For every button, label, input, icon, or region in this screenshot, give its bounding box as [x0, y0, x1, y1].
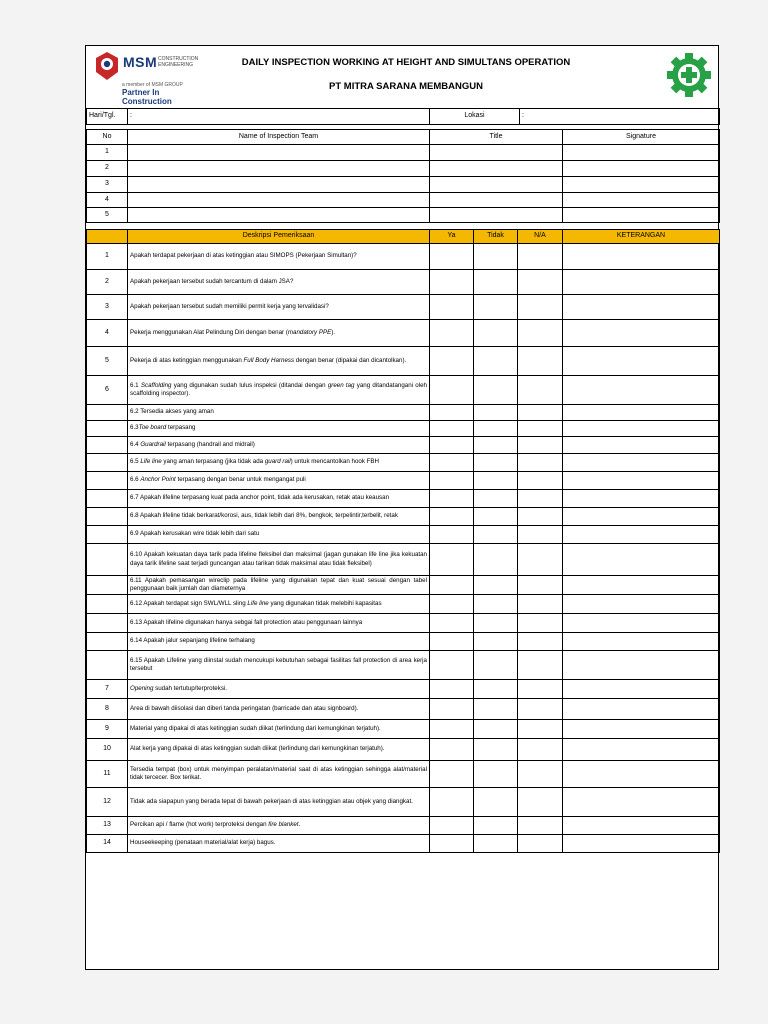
item-description: Houseekeeping (penataan material/alat kerja) bagus. [128, 835, 430, 853]
check-tidak-cell[interactable] [474, 244, 518, 270]
team-row [87, 161, 720, 177]
team-row [87, 208, 720, 223]
item-number: 8 [87, 699, 128, 720]
item-description: 6.1 Scaffolding yang digunakan sudah lulus inspeksi (ditandai dengan green tag yang ditandatangani oleh scaffolding inspector). [128, 376, 430, 405]
check-tidak-cell[interactable] [474, 835, 518, 853]
check-ya-cell[interactable] [430, 576, 474, 595]
item-description: 6.4 Guardrail terpasang (handrail and midrail) [128, 437, 430, 454]
item-number [87, 544, 128, 576]
check-na-cell[interactable] [518, 508, 563, 526]
check-na-cell[interactable] [518, 405, 563, 421]
item-description: 6.8 Apakah lifeline tidak berkarat/korosi, aus, tidak lebih dari 8%, bengkok, terpelintir,terbelit, retak [128, 508, 430, 526]
checklist-row [87, 720, 720, 739]
check-tidak-cell[interactable] [474, 680, 518, 699]
check-tidak-cell[interactable] [474, 421, 518, 437]
inspection-form [85, 45, 719, 970]
team-col-name: Name of Inspection Team [128, 130, 430, 145]
keterangan-cell[interactable] [563, 526, 720, 544]
team-header-row [87, 130, 720, 145]
checklist-row [87, 508, 720, 526]
logo-subtitle: CONSTRUCTION ENGINEERING [158, 56, 199, 68]
item-number: 4 [87, 320, 128, 347]
check-tidak-cell[interactable] [474, 490, 518, 508]
keterangan-cell[interactable] [563, 295, 720, 320]
checklist-row [87, 633, 720, 651]
item-number [87, 405, 128, 421]
item-number [87, 576, 128, 595]
checklist-row [87, 544, 720, 576]
check-na-cell[interactable] [518, 817, 563, 835]
team-row [87, 193, 720, 208]
item-description: 6.12 Apakah terdapat sign SWL/WLL sling Life line yang digunakan tidak melebihi kapasitas [128, 595, 430, 614]
check-ya-cell[interactable] [430, 835, 474, 853]
checklist-row [87, 614, 720, 633]
item-description: Percikan api / flame (hot work) terproteksi dengan fire blanket. [128, 817, 430, 835]
item-number: 3 [87, 295, 128, 320]
keterangan-cell[interactable] [563, 739, 720, 761]
check-ya-cell[interactable] [430, 595, 474, 614]
checklist-row [87, 437, 720, 454]
check-ya-cell[interactable] [430, 244, 474, 270]
team-col-signature: Signature [563, 130, 720, 145]
item-description: Material yang dipakai di atas ketinggian sudah diikat (terlindung dari kemungkinan terjatuh). [128, 720, 430, 739]
check-na-cell[interactable] [518, 633, 563, 651]
check-ya-cell[interactable] [430, 761, 474, 788]
item-number: 11 [87, 761, 128, 788]
check-na-cell[interactable] [518, 835, 563, 853]
checklist-row [87, 347, 720, 376]
checklist-row [87, 595, 720, 614]
checklist-table [86, 229, 720, 853]
check-ya-cell[interactable] [430, 508, 474, 526]
keterangan-cell[interactable] [563, 320, 720, 347]
keterangan-cell[interactable] [563, 544, 720, 576]
keterangan-cell[interactable] [563, 472, 720, 490]
check-na-cell[interactable] [518, 544, 563, 576]
check-tidak-cell[interactable] [474, 454, 518, 472]
check-tidak-cell[interactable] [474, 347, 518, 376]
checklist-row [87, 454, 720, 472]
team-title-cell[interactable] [430, 208, 563, 223]
check-tidak-cell[interactable] [474, 651, 518, 680]
check-tidak-cell[interactable] [474, 544, 518, 576]
item-number [87, 454, 128, 472]
keterangan-cell[interactable] [563, 761, 720, 788]
keterangan-cell[interactable] [563, 817, 720, 835]
col-keterangan: KETERANGAN [563, 230, 720, 244]
keterangan-cell[interactable] [563, 454, 720, 472]
checklist-row [87, 835, 720, 853]
check-tidak-cell[interactable] [474, 405, 518, 421]
item-description: 6.7 Apakah lifeline terpasang kuat pada anchor point, tidak ada kerusakan, retak atau keausan [128, 490, 430, 508]
check-ya-cell[interactable] [430, 817, 474, 835]
check-tidak-cell[interactable] [474, 720, 518, 739]
check-na-cell[interactable] [518, 651, 563, 680]
logo-tagline: a member of MSM GROUP [122, 82, 183, 88]
check-tidak-cell[interactable] [474, 595, 518, 614]
team-row-no: 2 [87, 161, 128, 177]
item-number [87, 595, 128, 614]
item-number: 7 [87, 680, 128, 699]
checklist-row [87, 761, 720, 788]
keterangan-cell[interactable] [563, 347, 720, 376]
item-description: 6.5 Life line yang aman terpasang (jika tidak ada guard rail) untuk mencantolkan hook FBH [128, 454, 430, 472]
team-title-cell[interactable] [430, 193, 563, 208]
item-description: Opening sudah tertutup/terproteksi. [128, 680, 430, 699]
check-ya-cell[interactable] [430, 544, 474, 576]
check-tidak-cell[interactable] [474, 761, 518, 788]
safety-gear-icon [664, 50, 714, 100]
col-desc: Deskripsi Pemeriksaan [128, 230, 430, 244]
company-name: PT MITRA SARANA MEMBANGUN [329, 81, 483, 92]
check-tidak-cell[interactable] [474, 472, 518, 490]
check-na-cell[interactable] [518, 421, 563, 437]
check-ya-cell[interactable] [430, 788, 474, 817]
keterangan-cell[interactable] [563, 788, 720, 817]
team-signature-cell[interactable] [563, 161, 720, 177]
check-tidak-cell[interactable] [474, 270, 518, 295]
check-ya-cell[interactable] [430, 347, 474, 376]
checklist-row [87, 680, 720, 699]
item-number [87, 526, 128, 544]
company-logo [94, 52, 204, 106]
check-tidak-cell[interactable] [474, 295, 518, 320]
item-number: 9 [87, 720, 128, 739]
item-number [87, 421, 128, 437]
checklist-body [87, 244, 720, 853]
date-field[interactable]: : [128, 109, 430, 125]
col-na: N/A [518, 230, 563, 244]
check-ya-cell[interactable] [430, 720, 474, 739]
checklist-row [87, 576, 720, 595]
item-description: 6.13 Apakah lifeline digunakan hanya sebgai fall protection atau penggunaan lainnya [128, 614, 430, 633]
item-number: 10 [87, 739, 128, 761]
team-signature-cell[interactable] [563, 193, 720, 208]
item-description: Tersedia tempat (box) untuk menyimpan peralatan/material saat di atas ketinggian sehingga alat/material tidak tercecer. Box terikat. [128, 761, 430, 788]
check-tidak-cell[interactable] [474, 817, 518, 835]
checklist-row [87, 526, 720, 544]
checklist-row [87, 739, 720, 761]
team-name-cell[interactable] [128, 177, 430, 193]
item-description: Alat kerja yang dipakai di atas ketinggian sudah diikat (terlindung dari kemungkinan terjatuh). [128, 739, 430, 761]
check-ya-cell[interactable] [430, 437, 474, 454]
location-field[interactable]: : [520, 109, 720, 125]
item-number: 1 [87, 244, 128, 270]
checklist-row [87, 490, 720, 508]
item-number [87, 651, 128, 680]
team-col-title: Title [430, 130, 563, 145]
check-na-cell[interactable] [518, 680, 563, 699]
checklist-row [87, 295, 720, 320]
keterangan-cell[interactable] [563, 595, 720, 614]
item-number [87, 437, 128, 454]
check-na-cell[interactable] [518, 347, 563, 376]
check-ya-cell[interactable] [430, 421, 474, 437]
keterangan-cell[interactable] [563, 508, 720, 526]
keterangan-cell[interactable] [563, 576, 720, 595]
msm-logo-icon [94, 52, 120, 80]
team-name-cell[interactable] [128, 193, 430, 208]
item-description: Pekerja di atas ketinggian menggunakan Full Body Harness dengan benar (dipakai dan dicantolkan). [128, 347, 430, 376]
item-description: 6.10 Apakah kekuatan daya tarik pada lifeline fleksibel dan maksimal (jagan gunakan life line jika kekuatan daya tarik lifeline saat terjadi guncangan atau tarikan tidak maksimal atau tidak fleksibel) [128, 544, 430, 576]
col-tidak: Tidak [474, 230, 518, 244]
check-na-cell[interactable] [518, 454, 563, 472]
item-description: 6.3Toe board terpasang [128, 421, 430, 437]
item-description: Tidak ada siapapun yang berada tepat di bawah pekerjaan di atas ketinggian atau objek yang diangkat. [128, 788, 430, 817]
team-title-cell[interactable] [430, 177, 563, 193]
check-ya-cell[interactable] [430, 526, 474, 544]
check-ya-cell[interactable] [430, 295, 474, 320]
checklist-row [87, 405, 720, 421]
check-na-cell[interactable] [518, 699, 563, 720]
checklist-row [87, 699, 720, 720]
check-tidak-cell[interactable] [474, 576, 518, 595]
checklist-row [87, 376, 720, 405]
check-ya-cell[interactable] [430, 472, 474, 490]
item-number: 6 [87, 376, 128, 405]
keterangan-cell[interactable] [563, 720, 720, 739]
team-row-no: 1 [87, 145, 128, 161]
check-na-cell[interactable] [518, 244, 563, 270]
item-number [87, 614, 128, 633]
check-ya-cell[interactable] [430, 270, 474, 295]
team-row-no: 3 [87, 177, 128, 193]
check-na-cell[interactable] [518, 320, 563, 347]
keterangan-cell[interactable] [563, 244, 720, 270]
checklist-row [87, 472, 720, 490]
team-name-cell[interactable] [128, 161, 430, 177]
check-tidak-cell[interactable] [474, 437, 518, 454]
keterangan-cell[interactable] [563, 651, 720, 680]
item-description: 6.15 Apakah Lifeline yang diinstal sudah mencukupi kebutuhan sebagai fasilitas fall protection di area kerja tersebut [128, 651, 430, 680]
form-title: DAILY INSPECTION WORKING AT HEIGHT AND SIMULTANS OPERATION [241, 57, 571, 68]
date-label: Hari/Tgl. [87, 109, 128, 125]
item-number: 5 [87, 347, 128, 376]
team-title-cell[interactable] [430, 161, 563, 177]
team-name-cell[interactable] [128, 208, 430, 223]
keterangan-cell[interactable] [563, 490, 720, 508]
item-description: Apakah terdapat pekerjaan di atas ketinggian atau SIMOPS (Pekerjaan Simultan)? [128, 244, 430, 270]
item-description: Area di bawah diisolasi dan diberi tanda peringatan (barricade dan atau signboard). [128, 699, 430, 720]
item-description: 6.14 Apakah jalur sepanjang lifeline terhalang [128, 633, 430, 651]
item-number: 12 [87, 788, 128, 817]
check-na-cell[interactable] [518, 761, 563, 788]
item-number: 13 [87, 817, 128, 835]
check-tidak-cell[interactable] [474, 788, 518, 817]
info-table [86, 108, 720, 125]
keterangan-cell[interactable] [563, 376, 720, 405]
item-description: Apakah pekerjaan tersebut sudah tercantum di dalam JSA? [128, 270, 430, 295]
check-na-cell[interactable] [518, 739, 563, 761]
team-row [87, 145, 720, 161]
check-tidak-cell[interactable] [474, 320, 518, 347]
keterangan-cell[interactable] [563, 614, 720, 633]
check-na-cell[interactable] [518, 720, 563, 739]
check-na-cell[interactable] [518, 788, 563, 817]
location-label: Lokasi [430, 109, 520, 125]
checklist-header-row [87, 230, 720, 244]
check-ya-cell[interactable] [430, 454, 474, 472]
check-na-cell[interactable] [518, 490, 563, 508]
keterangan-cell[interactable] [563, 699, 720, 720]
team-title-cell[interactable] [430, 145, 563, 161]
team-name-cell[interactable] [128, 145, 430, 161]
check-na-cell[interactable] [518, 614, 563, 633]
checklist-row [87, 244, 720, 270]
check-na-cell[interactable] [518, 595, 563, 614]
check-ya-cell[interactable] [430, 320, 474, 347]
keterangan-cell[interactable] [563, 680, 720, 699]
checklist-row [87, 651, 720, 680]
check-tidak-cell[interactable] [474, 739, 518, 761]
keterangan-cell[interactable] [563, 270, 720, 295]
item-description: 6.9 Apakah kerusakan wire tidak lebih dari satu [128, 526, 430, 544]
team-signature-cell[interactable] [563, 145, 720, 161]
checklist-row [87, 421, 720, 437]
col-ya: Ya [430, 230, 474, 244]
check-tidak-cell[interactable] [474, 526, 518, 544]
team-row [87, 177, 720, 193]
team-table [86, 129, 720, 223]
item-number [87, 633, 128, 651]
team-signature-cell[interactable] [563, 208, 720, 223]
check-tidak-cell[interactable] [474, 614, 518, 633]
check-na-cell[interactable] [518, 526, 563, 544]
form-header [86, 46, 718, 109]
item-number [87, 508, 128, 526]
team-signature-cell[interactable] [563, 177, 720, 193]
check-na-cell[interactable] [518, 270, 563, 295]
item-description: 6.11 Apakah pemasangan wireclip pada lifeline yang digunakan tepat dan kuat sesuai dengan tabel penggunaan baik jumlah dan diameternya [128, 576, 430, 595]
check-ya-cell[interactable] [430, 651, 474, 680]
check-tidak-cell[interactable] [474, 699, 518, 720]
keterangan-cell[interactable] [563, 421, 720, 437]
item-number [87, 490, 128, 508]
keterangan-cell[interactable] [563, 633, 720, 651]
item-description: Apakah pekerjaan tersebut sudah memiliki permit kerja yang tervalidasi? [128, 295, 430, 320]
item-description: 6.2 Tersedia akses yang aman [128, 405, 430, 421]
keterangan-cell[interactable] [563, 835, 720, 853]
check-ya-cell[interactable] [430, 739, 474, 761]
item-description: Pekerja menggunakan Alat Pelindung Diri dengan benar (mandatory PPE). [128, 320, 430, 347]
item-number: 14 [87, 835, 128, 853]
check-ya-cell[interactable] [430, 614, 474, 633]
item-description: 6.6 Anchor Point terpasang dengan benar untuk mengangat puli [128, 472, 430, 490]
check-na-cell[interactable] [518, 437, 563, 454]
team-col-no: No [87, 130, 128, 145]
check-na-cell[interactable] [518, 295, 563, 320]
checklist-row [87, 320, 720, 347]
check-tidak-cell[interactable] [474, 508, 518, 526]
check-ya-cell[interactable] [430, 376, 474, 405]
item-number: 2 [87, 270, 128, 295]
keterangan-cell[interactable] [563, 405, 720, 421]
check-na-cell[interactable] [518, 576, 563, 595]
keterangan-cell[interactable] [563, 437, 720, 454]
checklist-row [87, 788, 720, 817]
checklist-row [87, 270, 720, 295]
check-ya-cell[interactable] [430, 680, 474, 699]
check-tidak-cell[interactable] [474, 376, 518, 405]
checklist-row [87, 817, 720, 835]
check-ya-cell[interactable] [430, 633, 474, 651]
check-ya-cell[interactable] [430, 699, 474, 720]
check-ya-cell[interactable] [430, 490, 474, 508]
item-number [87, 472, 128, 490]
check-na-cell[interactable] [518, 472, 563, 490]
check-ya-cell[interactable] [430, 405, 474, 421]
team-row-no: 5 [87, 208, 128, 223]
team-row-no: 4 [87, 193, 128, 208]
check-tidak-cell[interactable] [474, 633, 518, 651]
logo-name: MSM [123, 54, 158, 70]
check-na-cell[interactable] [518, 376, 563, 405]
logo-partner: Partner In Construction [122, 88, 172, 106]
